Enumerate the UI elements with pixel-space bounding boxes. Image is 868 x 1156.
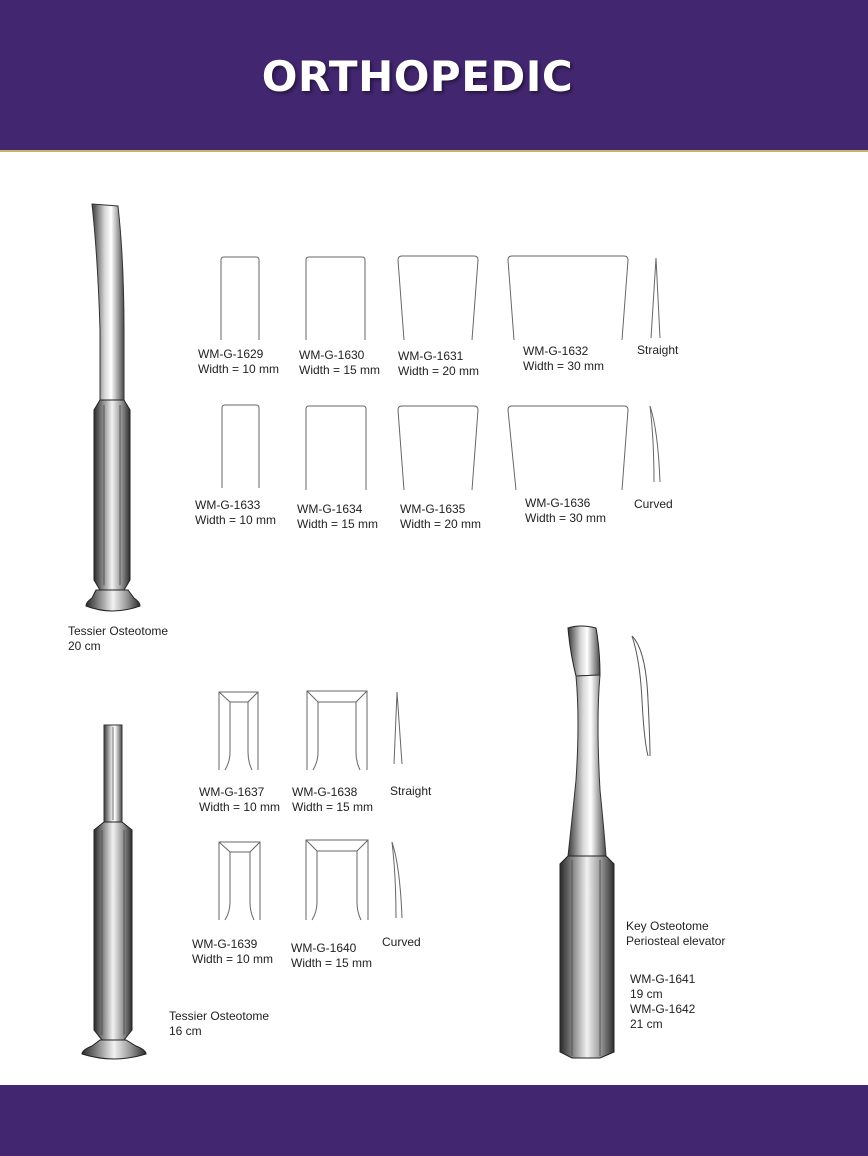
blade-code: WM-G-1631 (398, 349, 464, 363)
blade-width: Width = 30 mm (525, 511, 607, 525)
blade-label-1632 (523, 344, 604, 374)
key-osteotome-variants (630, 972, 695, 1032)
blade-code: WM-G-1632 (523, 344, 589, 358)
instrument-name: Tessier Osteotome (68, 624, 169, 638)
blade-label-1640 (291, 941, 372, 971)
blade-code: WM-G-1634 (297, 502, 363, 516)
blade-label-1633 (195, 498, 276, 528)
blade-label-1631 (398, 349, 479, 379)
blade-code: WM-G-1637 (199, 785, 265, 799)
blade-outlines-row-1 (221, 256, 660, 340)
footer-banner (0, 1085, 868, 1156)
blade-label-1629 (198, 347, 279, 377)
tessier-20cm-caption (68, 624, 168, 654)
instrument-subtitle: Periosteal elevator (626, 934, 726, 948)
blade-code: WM-G-1633 (195, 498, 261, 512)
instrument-name: Key Osteotome (626, 919, 709, 933)
instrument-length: 20 cm (68, 639, 101, 653)
blade-code: WM-G-1638 (292, 785, 358, 799)
blade-width: Width = 20 mm (398, 364, 480, 378)
page-title: ORTHOPEDIC (261, 52, 574, 101)
blade-label-1635 (400, 502, 481, 532)
instrument-name: Tessier Osteotome (169, 1009, 270, 1023)
blade-code: WM-G-1630 (299, 348, 365, 362)
blade-outlines-row-1-curved (222, 405, 660, 490)
blade-width: Width = 15 mm (297, 517, 379, 531)
tessier-16cm-caption (169, 1009, 269, 1039)
blade-width: Width = 15 mm (299, 363, 381, 377)
profile-label-curved-1: Curved (634, 497, 673, 511)
variant-length: 21 cm (630, 1017, 663, 1031)
variant-code: WM-G-1641 (630, 972, 696, 986)
blade-label-1634 (297, 502, 378, 532)
blade-width: Width = 10 mm (192, 952, 274, 966)
blade-label-1637 (199, 785, 280, 815)
blade-code: WM-G-1629 (198, 347, 264, 361)
blade-width: Width = 10 mm (198, 362, 280, 376)
profile-label-straight-1: Straight (637, 343, 679, 357)
tessier-osteotome-20cm-image (86, 204, 140, 611)
blade-code: WM-G-1635 (400, 502, 466, 516)
blade-outlines-row-2 (219, 691, 402, 770)
blade-code: WM-G-1639 (192, 937, 258, 951)
tessier-osteotome-16cm-image (82, 725, 146, 1059)
blade-code: WM-G-1640 (291, 941, 357, 955)
blade-label-1638 (292, 785, 373, 815)
blade-label-1639 (192, 937, 273, 967)
blade-label-1630 (299, 348, 380, 378)
blade-width: Width = 30 mm (523, 359, 605, 373)
blade-label-1636 (525, 496, 606, 526)
key-osteotome-caption (626, 919, 725, 949)
blade-width: Width = 10 mm (199, 800, 281, 814)
blade-width: Width = 20 mm (400, 517, 482, 531)
instrument-length: 16 cm (169, 1024, 202, 1038)
variant-length: 19 cm (630, 987, 663, 1001)
blade-width: Width = 15 mm (292, 800, 374, 814)
blade-code: WM-G-1636 (525, 496, 591, 510)
profile-label-straight-2: Straight (390, 784, 432, 798)
profile-label-curved-2: Curved (382, 935, 421, 949)
variant-code: WM-G-1642 (630, 1002, 696, 1016)
blade-width: Width = 15 mm (291, 956, 373, 970)
blade-outlines-row-2-curved (219, 840, 402, 920)
blade-width: Width = 10 mm (195, 513, 277, 527)
